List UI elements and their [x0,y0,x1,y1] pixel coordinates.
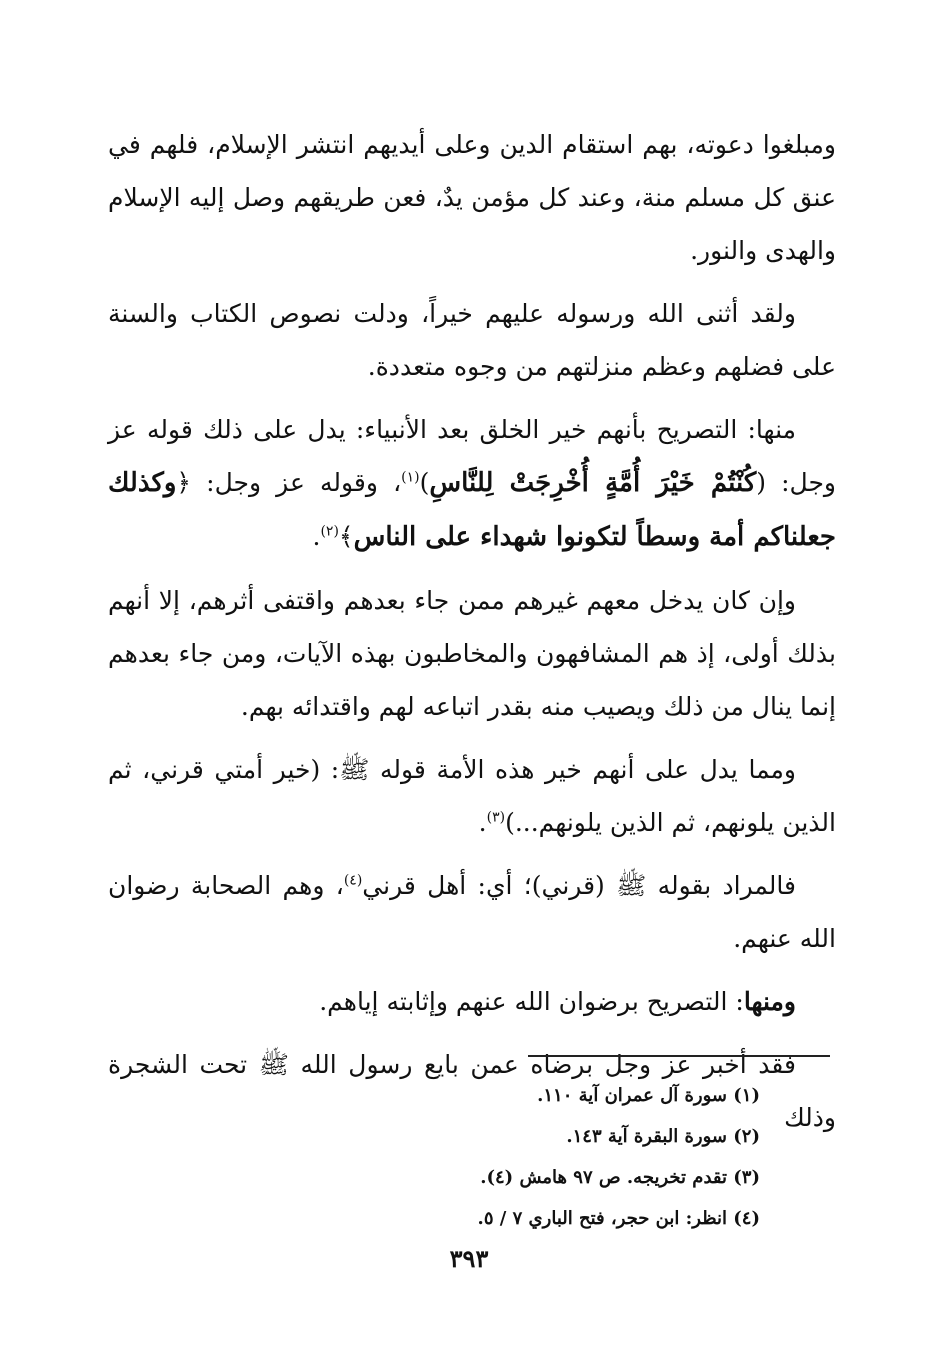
paragraph-best-of-creation [108,403,836,564]
footnote-separator [528,1055,830,1057]
text-segment: ومما يدل على أنهم خير هذه الأمة قوله ﷺ: (خير أمتي قرني، ثم الذين يلونهم، ثم الذين يلونهم...) [108,755,836,837]
quran-verse-1: كُنْتُمْ خَيْرَ أُمَّةٍ أُخْرِجَتْ لِلنَّاسِ [429,468,757,498]
footnote-ref-1: (١) [401,469,420,486]
paragraph-tree-pledge: فقد أخبر عز وجل برضاه عمن بايع رسول الله ﷺ تحت الشجرة وذلك [108,1050,836,1132]
text-segment: ، وقوله عز وجل: ﴿ [176,468,402,497]
text-segment: . [312,522,321,551]
paragraph-meaning-qarni [108,859,836,965]
footnote-3: (٣) تقدم تخريجه. ص ٩٧ هامش (٤). [480,1167,760,1188]
page-number: ٣٩٣ [449,1244,489,1273]
text-segment: : التصريح برضوان الله عنهم وإثابته إياهم. [319,987,744,1016]
section-lead-word: ومنها [743,987,796,1016]
footnote-2: (٢) سورة البقرة آية ١٤٣. [566,1126,760,1147]
text-segment: ) [419,468,430,497]
footnotes [280,1075,760,1239]
text-segment: ﴾ [338,522,354,551]
footnote-ref-2: (٢) [320,523,339,540]
footnote-1: (١) سورة آل عمران آية ١١٠. [537,1085,760,1106]
paragraph-praise: ولقد أثنى الله ورسوله عليهم خيراً، ودلت نصوص الكتاب والسنة على فضلهم وعظم منزلتهم من وجوه متعددة. [108,299,836,381]
footnote-4: (٤) انظر: ابن حجر، فتح الباري ٧ / ٥. [477,1208,760,1229]
text-segment: ، وهم الصحابة رضوان الله عنهم. [108,871,836,953]
body-text [108,118,836,1144]
text-segment: منها: التصريح بأنهم خير الخلق بعد الأنبياء: يدل على ذلك قوله عز وجل: ( [108,415,836,497]
footnote-ref-3: (٣) [486,809,506,826]
paragraph-hadith [108,743,836,849]
footnote-ref-4: (٤) [343,872,363,889]
paragraph-companions-role: ومبلغوا دعوته، بهم استقام الدين وعلى أيديهم انتشر الإسلام، فلهم في عنق كل مسلم منة، وعند كل مؤمن يدٌ، فعن طريقهم وصل إليه الإسلام والهدى والنور. [108,130,836,265]
paragraph-god-pleased [108,975,836,1028]
text-segment: . [478,808,487,837]
text-segment: فالمراد بقوله ﷺ (قرني)؛ أي: أهل قرني [362,871,796,900]
quran-verse-2: وكذلك جعلناكم أمة وسطاً لتكونوا شهداء على الناس [108,468,836,552]
paragraph-others-included: وإن كان يدخل معهم غيرهم ممن جاء بعدهم واقتفى أثرهم، إلا أنهم بذلك أولى، إذ هم المشافهون والمخاطبون بهذه الآيات، ومن جاء بعدهم إنما ينال من ذلك ويصيب منه بقدر اتباعه لهم واقتدائه بهم. [108,586,836,721]
